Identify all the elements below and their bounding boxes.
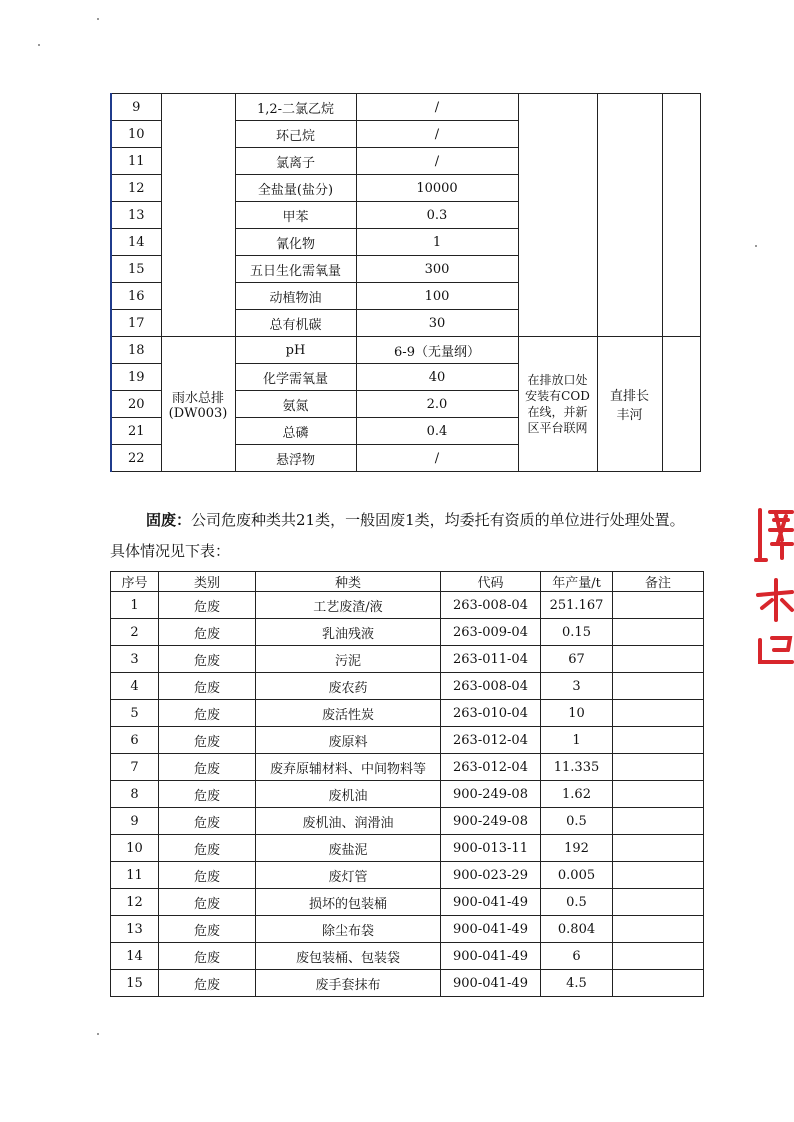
cell-category: 危废 [159, 781, 256, 808]
cell-category: 危废 [159, 673, 256, 700]
scan-speck [97, 1033, 99, 1035]
table-row [111, 619, 704, 646]
cell-output: 11.335 [541, 754, 613, 781]
row-number: 18 [111, 337, 161, 364]
row-number: 11 [111, 148, 161, 175]
cell-type: 废农药 [256, 673, 441, 700]
cell-output: 192 [541, 835, 613, 862]
cell-type: 污泥 [256, 646, 441, 673]
row-number: 12 [111, 175, 161, 202]
row-number: 13 [111, 202, 161, 229]
cell-no: 13 [111, 916, 159, 943]
limit-value: 300 [356, 256, 518, 283]
cell-code: 263-008-04 [441, 673, 541, 700]
pollutant-name: pH [235, 337, 356, 364]
limit-value: 10000 [356, 175, 518, 202]
cell-no: 5 [111, 700, 159, 727]
header-category: 类别 [159, 572, 256, 592]
pollutant-name: 总磷 [235, 418, 356, 445]
destination-cell [597, 94, 662, 337]
cell-no: 14 [111, 943, 159, 970]
cell-output: 10 [541, 700, 613, 727]
cell-type: 废原料 [256, 727, 441, 754]
pollutant-name: 氨氮 [235, 391, 356, 418]
cell-no: 7 [111, 754, 159, 781]
cell-output: 0.15 [541, 619, 613, 646]
row-number: 10 [111, 121, 161, 148]
limit-value: / [356, 121, 518, 148]
cell-code: 900-041-49 [441, 889, 541, 916]
pollutant-name: 全盐量(盐分) [235, 175, 356, 202]
cell-note [613, 835, 704, 862]
table-row [111, 94, 700, 121]
cell-no: 15 [111, 970, 159, 997]
solid-waste-lead: 固废： [146, 511, 192, 529]
limit-value: 0.3 [356, 202, 518, 229]
cell-type: 除尘布袋 [256, 916, 441, 943]
cell-no: 12 [111, 889, 159, 916]
cell-code: 900-041-49 [441, 916, 541, 943]
cell-output: 0.5 [541, 808, 613, 835]
cell-code: 263-012-04 [441, 754, 541, 781]
cell-type: 损坏的包装桶 [256, 889, 441, 916]
cell-category: 危废 [159, 889, 256, 916]
remark-cell [662, 94, 700, 337]
header-no: 序号 [111, 572, 159, 592]
cell-no: 8 [111, 781, 159, 808]
limit-value: 1 [356, 229, 518, 256]
cell-code: 900-013-11 [441, 835, 541, 862]
cell-note [613, 592, 704, 619]
cell-note [613, 808, 704, 835]
limit-value: 30 [356, 310, 518, 337]
cell-output: 6 [541, 943, 613, 970]
row-number: 21 [111, 418, 161, 445]
pollutant-name: 五日生化需氧量 [235, 256, 356, 283]
cell-note [613, 673, 704, 700]
cell-note [613, 754, 704, 781]
table-row [111, 970, 704, 997]
cell-type: 废弃原辅材料、中间物料等 [256, 754, 441, 781]
limit-value: 2.0 [356, 391, 518, 418]
cell-note [613, 781, 704, 808]
solid-waste-table [110, 571, 704, 997]
wastewater-table-body [111, 94, 700, 472]
table-row [111, 646, 704, 673]
cell-code: 263-010-04 [441, 700, 541, 727]
cell-category: 危废 [159, 943, 256, 970]
monitoring-cell [518, 94, 597, 337]
cell-no: 10 [111, 835, 159, 862]
pollutant-name: 1,2-二氯乙烷 [235, 94, 356, 121]
cell-type: 废灯管 [256, 862, 441, 889]
cell-category: 危废 [159, 592, 256, 619]
cell-code: 263-012-04 [441, 727, 541, 754]
cell-code: 900-041-49 [441, 943, 541, 970]
cell-output: 0.804 [541, 916, 613, 943]
limit-value: 100 [356, 283, 518, 310]
cell-output: 3 [541, 673, 613, 700]
table-row [111, 862, 704, 889]
solid-waste-paragraph [110, 505, 698, 567]
scan-speck [38, 44, 40, 46]
table-row [111, 916, 704, 943]
wastewater-pollutant-table [110, 93, 701, 472]
table-row [111, 889, 704, 916]
table-row [111, 754, 704, 781]
row-number: 17 [111, 310, 161, 337]
cell-note [613, 970, 704, 997]
limit-value: 40 [356, 364, 518, 391]
pollutant-name: 化学需氧量 [235, 364, 356, 391]
limit-value: / [356, 445, 518, 472]
solid-waste-text: 公司危废种类共21类，一般固废1类，均委托有资质的单位进行处理处置。具体情况见下表： [110, 511, 685, 560]
table-row [111, 943, 704, 970]
solid-waste-table-body [111, 592, 704, 997]
cell-note [613, 619, 704, 646]
cell-output: 0.005 [541, 862, 613, 889]
pollutant-name: 氯离子 [235, 148, 356, 175]
cell-type: 废盐泥 [256, 835, 441, 862]
cell-note [613, 916, 704, 943]
cell-category: 危废 [159, 808, 256, 835]
cell-code: 263-009-04 [441, 619, 541, 646]
header-code: 代码 [441, 572, 541, 592]
cell-code: 263-011-04 [441, 646, 541, 673]
table-row [111, 673, 704, 700]
cell-type: 废手套抹布 [256, 970, 441, 997]
cell-category: 危废 [159, 862, 256, 889]
cell-note [613, 889, 704, 916]
table-row [111, 835, 704, 862]
scan-speck [755, 245, 757, 247]
cell-type: 废机油、润滑油 [256, 808, 441, 835]
pollutant-name: 动植物油 [235, 283, 356, 310]
row-number: 9 [111, 94, 161, 121]
cell-category: 危废 [159, 916, 256, 943]
cell-note [613, 727, 704, 754]
cell-no: 1 [111, 592, 159, 619]
cell-category: 危废 [159, 646, 256, 673]
cell-type: 乳油残液 [256, 619, 441, 646]
cell-note [613, 646, 704, 673]
cell-type: 工艺废渣/液 [256, 592, 441, 619]
pollutant-name: 悬浮物 [235, 445, 356, 472]
cell-output: 1.62 [541, 781, 613, 808]
table-row [111, 781, 704, 808]
limit-value: 6-9（无量纲） [356, 337, 518, 364]
cell-output: 0.5 [541, 889, 613, 916]
cell-category: 危废 [159, 754, 256, 781]
cell-no: 2 [111, 619, 159, 646]
outlet-cell [161, 94, 235, 337]
table-row [111, 700, 704, 727]
cell-code: 900-041-49 [441, 970, 541, 997]
header-output: 年产量/t [541, 572, 613, 592]
cell-note [613, 862, 704, 889]
rain-monitoring-method: 在排放口处安装有COD在线，并新区平台联网 [518, 337, 597, 472]
cell-code: 900-249-08 [441, 808, 541, 835]
cell-no: 6 [111, 727, 159, 754]
cell-output: 67 [541, 646, 613, 673]
header-type: 种类 [256, 572, 441, 592]
red-seal-stamp [752, 500, 794, 670]
cell-code: 900-249-08 [441, 781, 541, 808]
cell-no: 11 [111, 862, 159, 889]
cell-no: 4 [111, 673, 159, 700]
remark-cell [662, 337, 700, 472]
cell-output: 251.167 [541, 592, 613, 619]
cell-category: 危废 [159, 970, 256, 997]
cell-no: 3 [111, 646, 159, 673]
table-row [111, 592, 704, 619]
limit-value: / [356, 94, 518, 121]
cell-category: 危废 [159, 727, 256, 754]
limit-value: 0.4 [356, 418, 518, 445]
table-row [111, 808, 704, 835]
pollutant-name: 氰化物 [235, 229, 356, 256]
rain-outlet-code: (DW003) [168, 406, 228, 421]
table-row [111, 727, 704, 754]
cell-no: 9 [111, 808, 159, 835]
row-number: 22 [111, 445, 161, 472]
row-number: 19 [111, 364, 161, 391]
row-number: 20 [111, 391, 161, 418]
table-header-row [111, 572, 704, 592]
cell-category: 危废 [159, 835, 256, 862]
rain-outlet-name: 雨水总排 [171, 391, 224, 406]
header-note: 备注 [613, 572, 704, 592]
pollutant-name: 环己烷 [235, 121, 356, 148]
cell-category: 危废 [159, 700, 256, 727]
cell-output: 4.5 [541, 970, 613, 997]
row-number: 15 [111, 256, 161, 283]
pollutant-name: 甲苯 [235, 202, 356, 229]
cell-note [613, 700, 704, 727]
cell-output: 1 [541, 727, 613, 754]
rain-destination: 直排长丰河 [597, 337, 662, 472]
cell-code: 263-008-04 [441, 592, 541, 619]
cell-note [613, 943, 704, 970]
pollutant-name: 总有机碳 [235, 310, 356, 337]
cell-type: 废机油 [256, 781, 441, 808]
cell-category: 危废 [159, 619, 256, 646]
rain-outlet-cell [161, 337, 235, 472]
row-number: 16 [111, 283, 161, 310]
limit-value: / [356, 148, 518, 175]
table-row [111, 337, 700, 364]
row-number: 14 [111, 229, 161, 256]
cell-type: 废包装桶、包装袋 [256, 943, 441, 970]
scan-speck [97, 18, 99, 20]
cell-code: 900-023-29 [441, 862, 541, 889]
cell-type: 废活性炭 [256, 700, 441, 727]
